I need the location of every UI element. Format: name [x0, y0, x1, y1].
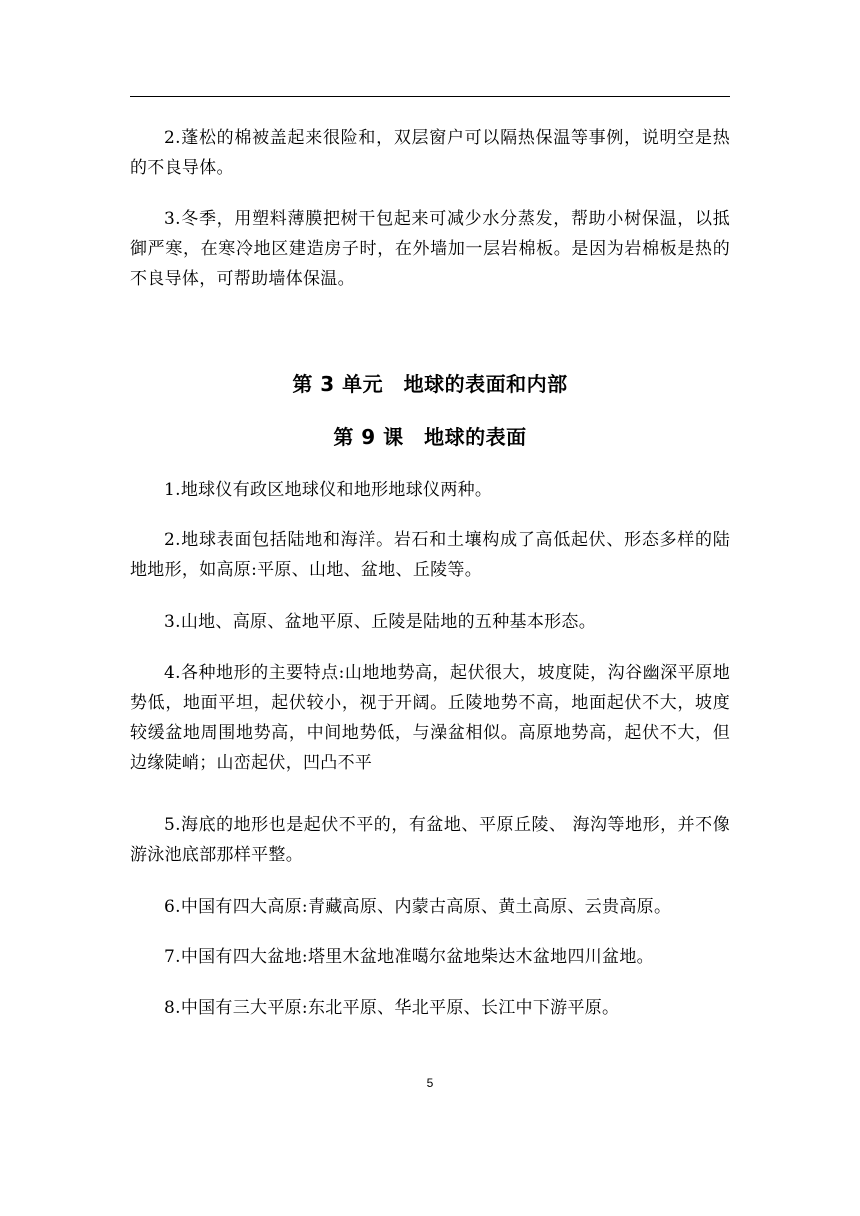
paragraph: 8.中国有三大平原:东北平原、华北平原、长江中下游平原。: [164, 998, 620, 1018]
unit-title: 第 3 单元 地球的表面和内部: [292, 372, 568, 396]
paragraph: 2.蓬松的棉被盖起来很险和，双层窗户可以隔热保温等事例，说明空是热的不良导体。: [130, 128, 730, 178]
paragraph: 5.海底的地形也是起伏不平的，有盆地、平原丘陵、 海沟等地形，并不像游泳池底部那样平整。: [130, 815, 730, 865]
paragraph: 2.地球表面包括陆地和海洋。岩石和土壤构成了高低起伏、形态多样的陆地地形，如高原:平原、山地、盆地、丘陵等。: [130, 530, 730, 580]
paragraph: 1.地球仪有政区地球仪和地形地球仪两种。: [164, 480, 493, 500]
lesson-title: 第 9 课 地球的表面: [333, 425, 527, 449]
paragraph: 3.冬季，用塑料薄膜把树干包起来可减少水分蒸发，帮助小树保温，以抵御严寒，在寒冷地区建造房子时，在外墙加一层岩棉板。是因为岩棉板是热的不良导体，可帮助墙体保温。: [130, 209, 730, 289]
page-number: 5: [426, 1076, 434, 1090]
header-rule: [130, 96, 730, 97]
paragraph: 4.各种地形的主要特点:山地地势高，起伏很大，坡度陡，沟谷幽深平原地势低，地面平坦，起伏较小，视于开阔。丘陵地势不高，地面起伏不大，坡度较缓盆地周围地势高，中间地势低，与澡盆相似。高原地势高，起伏不大，但边缘陡峭；山峦起伏，凹凸不平: [130, 663, 730, 773]
paragraph: 3.山地、高原、盆地平原、丘陵是陆地的五种基本形态。: [164, 612, 597, 632]
paragraph: 7.中国有四大盆地:塔里木盆地准噶尔盆地柴达木盆地四川盆地。: [164, 947, 654, 967]
paragraph: 6.中国有四大高原:青藏高原、内蒙古高原、黄土高原、云贵高原。: [164, 897, 672, 917]
